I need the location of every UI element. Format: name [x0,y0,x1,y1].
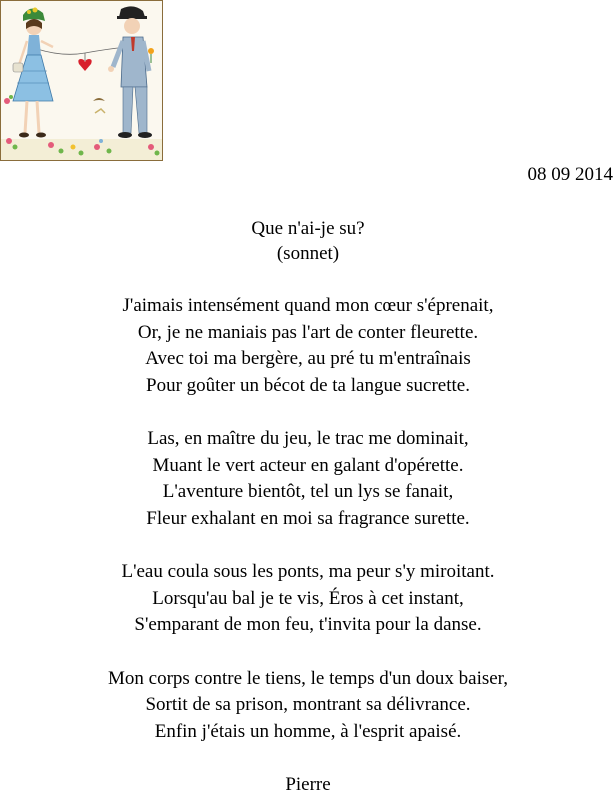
verse-line: Sortit de sa prison, montrant sa délivrance. [145,694,471,715]
poem [0,216,616,799]
date: 08 09 2014 [527,164,613,185]
verse-line: Muant le vert acteur en galant d'opérette. [152,454,464,476]
verse-line: Las, en maître du jeu, le trac me dominait, [147,428,469,449]
verse-line: Enfin j'étais un homme, à l'esprit apaisé. [154,720,462,742]
couple-illustration [0,0,163,161]
poem-subtitle: (sonnet) [276,243,340,264]
verse-line: Pour goûter un bécot de ta langue sucrette. [146,374,470,396]
verse-line: Fleur exhalant en moi sa fragrance surette. [146,507,470,529]
verse-line: L'aventure bientôt, tel un lys se fanait, [162,481,454,502]
verse-line: Avec toi ma bergère, au pré tu m'entraînais [145,348,471,369]
verse-line: Lorsqu'au bal je te vis, Éros à cet instant, [152,587,464,609]
verse-line: L'eau coula sous les ponts, ma peur s'y miroitant. [121,561,495,582]
verse-line: Or, je ne maniais pas l'art de conter fleurette. [137,321,479,343]
verse-line: S'emparant de mon feu, t'invita pour la danse. [134,614,482,635]
stanza [0,293,616,399]
verse-line: J'aimais intensément quand mon cœur s'éprenait, [122,295,494,316]
stanza [0,426,616,532]
poem-title: Que n'ai-je su? [251,218,365,239]
stanza [0,559,616,639]
stanza [0,666,616,746]
verse-line: Mon corps contre le tiens, le temps d'un doux baiser, [108,667,508,689]
signature: Pierre [285,774,331,795]
